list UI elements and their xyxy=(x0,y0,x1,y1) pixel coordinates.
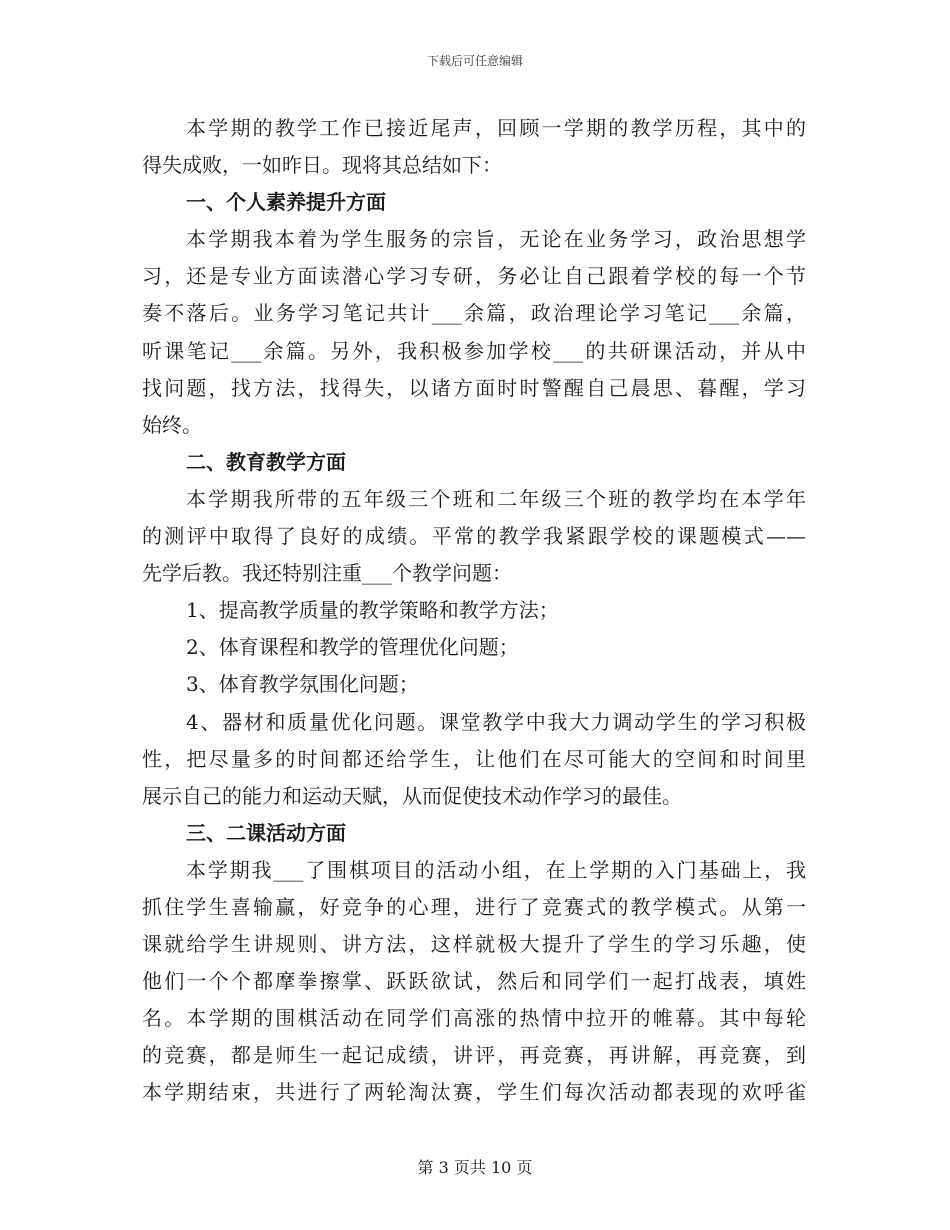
intro-line-1: 本学期的教学工作已接近尾声，回顾一学期的教学历程，其中的 xyxy=(186,116,806,140)
section-2-item-3: 3、体育教学氛围化问题； xyxy=(186,672,419,697)
section-3-line-2: 抓住学生喜输赢，好竞争的心理，进行了竞赛式的教学模式。从第一 xyxy=(142,894,806,919)
section-2-item-4: 4、器材和质量优化问题。课堂教学中我大力调动学生的学习积极 xyxy=(186,709,806,734)
section-3-heading: 三、二课活动方面 xyxy=(186,820,346,845)
section-1-line-1: 本学期我本着为学生服务的宗旨，无论在业务学习，政治思想学 xyxy=(186,227,806,252)
section-2-after-line-2: 展示自己的能力和运动天赋，从而促使技术动作学习的最佳。 xyxy=(142,783,682,808)
section-1-heading: 一、个人素养提升方面 xyxy=(186,190,386,215)
section-2-heading: 二、教育教学方面 xyxy=(186,449,346,474)
section-2-item-2: 2、体育课程和教学的管理优化问题； xyxy=(186,635,519,660)
section-2-line-2: 的测评中取得了良好的成绩。平常的教学我紧跟学校的课题模式—— xyxy=(142,524,806,549)
section-3-line-6: 的竞赛，都是师生一起记成绩，讲评，再竞赛，再讲解，再竞赛，到 xyxy=(142,1043,806,1068)
section-1-line-2: 习，还是专业方面读潜心学习专研，务必让自己跟着学校的每一个节 xyxy=(142,264,806,289)
section-2-line-1: 本学期我所带的五年级三个班和二年级三个班的教学均在本学年 xyxy=(186,486,806,511)
page-number: 第 3 页共 10 页 xyxy=(417,1158,533,1177)
section-3-line-7: 本学期结束，共进行了两轮淘汰赛，学生们每次活动都表现的欢呼雀 xyxy=(142,1080,806,1105)
section-3-line-1: 本学期我___了围棋项目的活动小组，在上学期的入门基础上，我 xyxy=(186,857,806,882)
document-body xyxy=(142,110,806,1112)
section-2-line-3: 先学后教。我还特别注重___个教学问题： xyxy=(142,561,512,586)
section-1-line-5: 找问题，找方法，找得失，以诸方面时时警醒自己晨思、暮醒，学习 xyxy=(142,375,806,400)
section-3-line-5: 名。本学期的围棋活动在同学们高涨的热情中拉开的帷幕。其中每轮 xyxy=(142,1006,806,1031)
section-3-line-3: 课就给学生讲规则、讲方法，这样就极大提升了学生的学习乐趣，使 xyxy=(142,932,806,957)
section-1-line-4: 听课笔记___余篇。另外，我积极参加学校___的共研课活动，并从中 xyxy=(142,338,806,363)
section-1-line-6: 始终。 xyxy=(142,412,202,437)
section-3-line-4: 他们一个个都摩拳擦掌、跃跃欲试，然后和同学们一起打战表，填姓 xyxy=(142,969,806,994)
section-2-after-line-1: 性，把尽量多的时间都还给学生，让他们在尽可能大的空间和时间里 xyxy=(142,746,806,771)
header-note: 下载后可任意编辑 xyxy=(426,54,523,68)
intro-line-2: 得失成败，一如昨日。现将其总结如下： xyxy=(142,153,502,178)
section-1-line-3: 奏不落后。业务学习笔记共计___余篇，政治理论学习笔记___余篇， xyxy=(142,301,806,326)
section-2-item-1: 1、提高教学质量的教学策略和教学方法； xyxy=(186,598,559,623)
